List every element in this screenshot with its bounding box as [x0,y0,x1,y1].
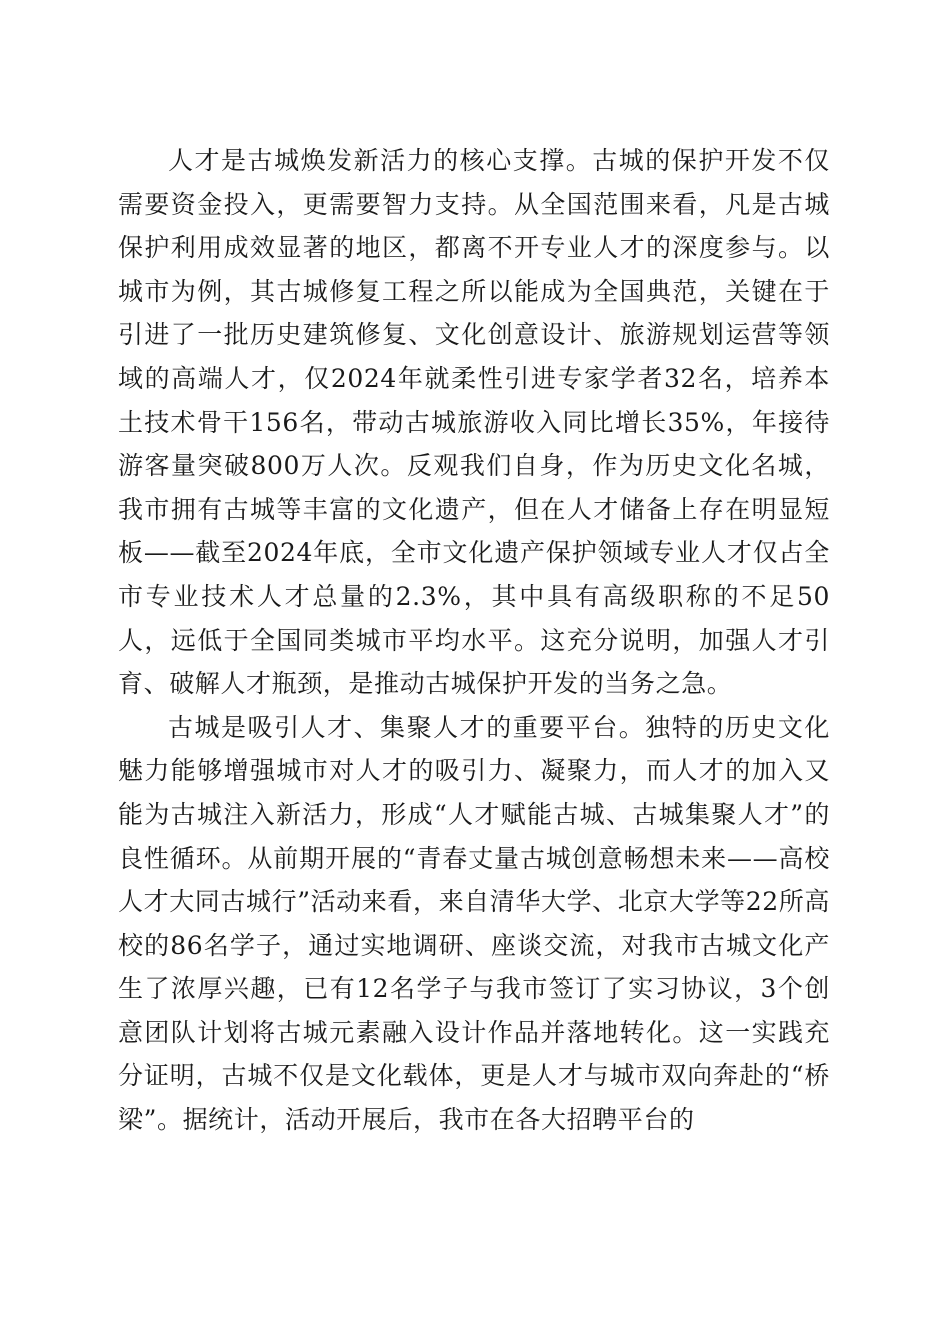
document-body [118,139,830,1142]
paragraph-talent-platform: 古城是吸引人才、集聚人才的重要平台。独特的历史文化魅力能够增强城市对人才的吸引力、凝聚力，而人才的加入又能为古城注入新活力，形成“人才赋能古城、古城集聚人才”的良性循环。从前期开展的“青春丈量古城创意畅想未来——高校人才大同古城行”活动来看，来自清华大学、北京大学等22所高校的86名学子，通过实地调研、座谈交流，对我市古城文化产生了浓厚兴趣，已有12名学子与我市签订了实习协议，3个创意团队计划将古城元素融入设计作品并落地转化。这一实践充分证明，古城不仅是文化载体，更是人才与城市双向奔赴的“桥梁”。据统计，活动开展后，我市在各大招聘平台的 [118,712,830,1135]
paragraph-talent-support: 人才是古城焕发新活力的核心支撑。古城的保护开发不仅需要资金投入，更需要智力支持。从全国范围来看，凡是古城保护利用成效显著的地区，都离不开专业人才的深度参与。以城市为例，其古城修复工程之所以能成为全国典范，关键在于引进了一批历史建筑修复、文化创意设计、旅游规划运营等领域的高端人才，仅2024年就柔性引进专家学者32名，培养本土技术骨干156名，带动古城旅游收入同比增长35%，年接待游客量突破800万人次。反观我们自身，作为历史文化名城，我市拥有古城等丰富的文化遗产，但在人才储备上存在明显短板——截至2024年底，全市文化遗产保护领域专业人才仅占全市专业技术人才总量的2.3%，其中具有高级职称的不足50人，远低于全国同类城市平均水平。这充分说明，加强人才引育、破解人才瓶颈，是推动古城保护开发的当务之急。 [118,146,830,699]
